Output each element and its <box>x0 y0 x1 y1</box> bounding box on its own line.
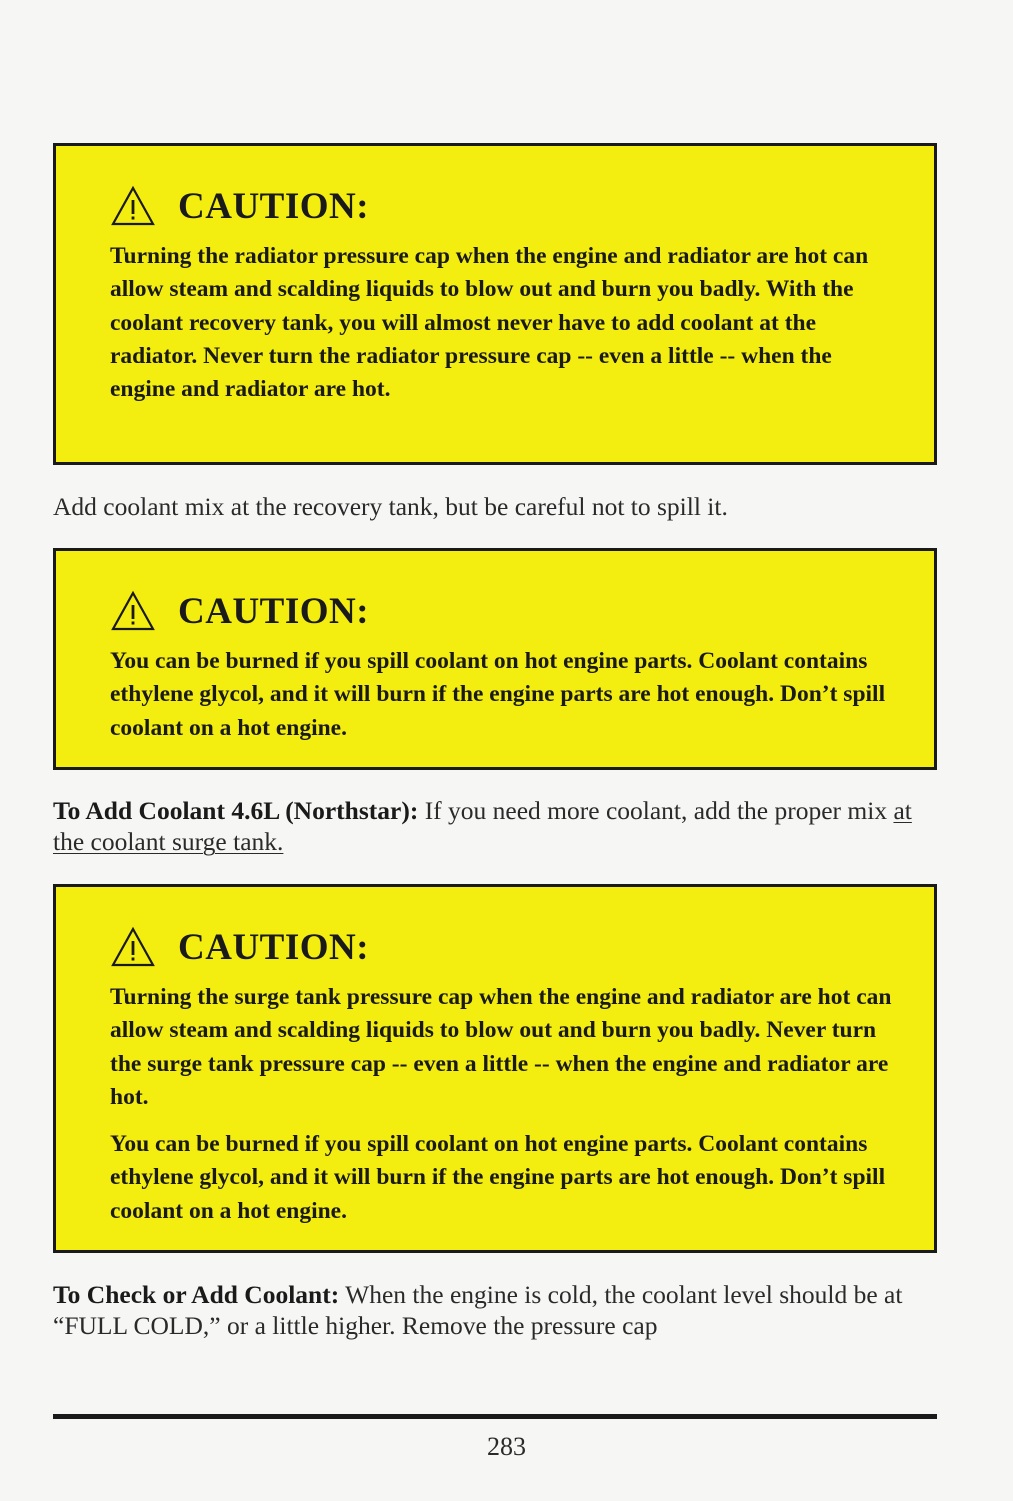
warning-triangle-icon <box>110 185 156 227</box>
caution-heading <box>110 921 894 973</box>
page-number: 283 <box>487 1432 526 1461</box>
caution-label: CAUTION: <box>178 926 370 968</box>
body-paragraph-check-coolant <box>53 1279 943 1341</box>
paragraph-text: If you need more coolant, add the proper mix <box>418 796 894 825</box>
caution-label: CAUTION: <box>178 185 370 227</box>
caution-heading <box>110 585 894 637</box>
caution-box-spill <box>53 548 937 770</box>
underlined-text: at the coolant surge tank. <box>53 796 912 856</box>
paragraph-lead: To Check or Add Coolant: <box>53 1280 340 1309</box>
body-paragraph-add-mix: Add coolant mix at the recovery tank, but be careful not to spill it. <box>53 492 728 521</box>
footer-rule <box>53 1414 937 1419</box>
caution-label: CAUTION: <box>178 590 370 632</box>
warning-triangle-icon <box>110 926 156 968</box>
body-paragraph-northstar <box>53 795 943 857</box>
caution-box-surge-tank <box>53 884 937 1253</box>
caution-box-radiator-cap <box>53 143 937 465</box>
caution-text: You can be burned if you spill coolant on hot engine parts. Coolant contains ethylene glycol, and it will burn if the engine parts are hot enough. Don’t spill coolant on a hot engine. <box>110 1131 886 1224</box>
caution-text: You can be burned if you spill coolant on hot engine parts. Coolant contains ethylene glycol, and it will burn if the engine parts are hot enough. Don’t spill coolant on a hot engine. <box>110 648 886 741</box>
warning-triangle-icon <box>110 590 156 632</box>
paragraph-text: When the engine is cold, the coolant level should be at “FULL COLD,” or a little higher. Remove the pressure cap <box>53 1280 903 1340</box>
caution-heading <box>110 180 894 232</box>
caution-text: Turning the radiator pressure cap when the engine and radiator are hot can allow steam and scalding liquids to blow out and burn you badly. With the coolant recovery tank, you will almost never have to add coolant at the radiator. Never turn the radiator pressure cap -- even a little -- when the engine and radiator are hot. <box>110 243 869 403</box>
paragraph-lead: To Add Coolant 4.6L (Northstar): <box>53 796 419 825</box>
caution-text: Turning the surge tank pressure cap when the engine and radiator are hot can allow steam and scalding liquids to blow out and burn you badly. Never turn the surge tank pressure cap -- even a little -- when the engine and radiator are hot. <box>110 984 892 1110</box>
